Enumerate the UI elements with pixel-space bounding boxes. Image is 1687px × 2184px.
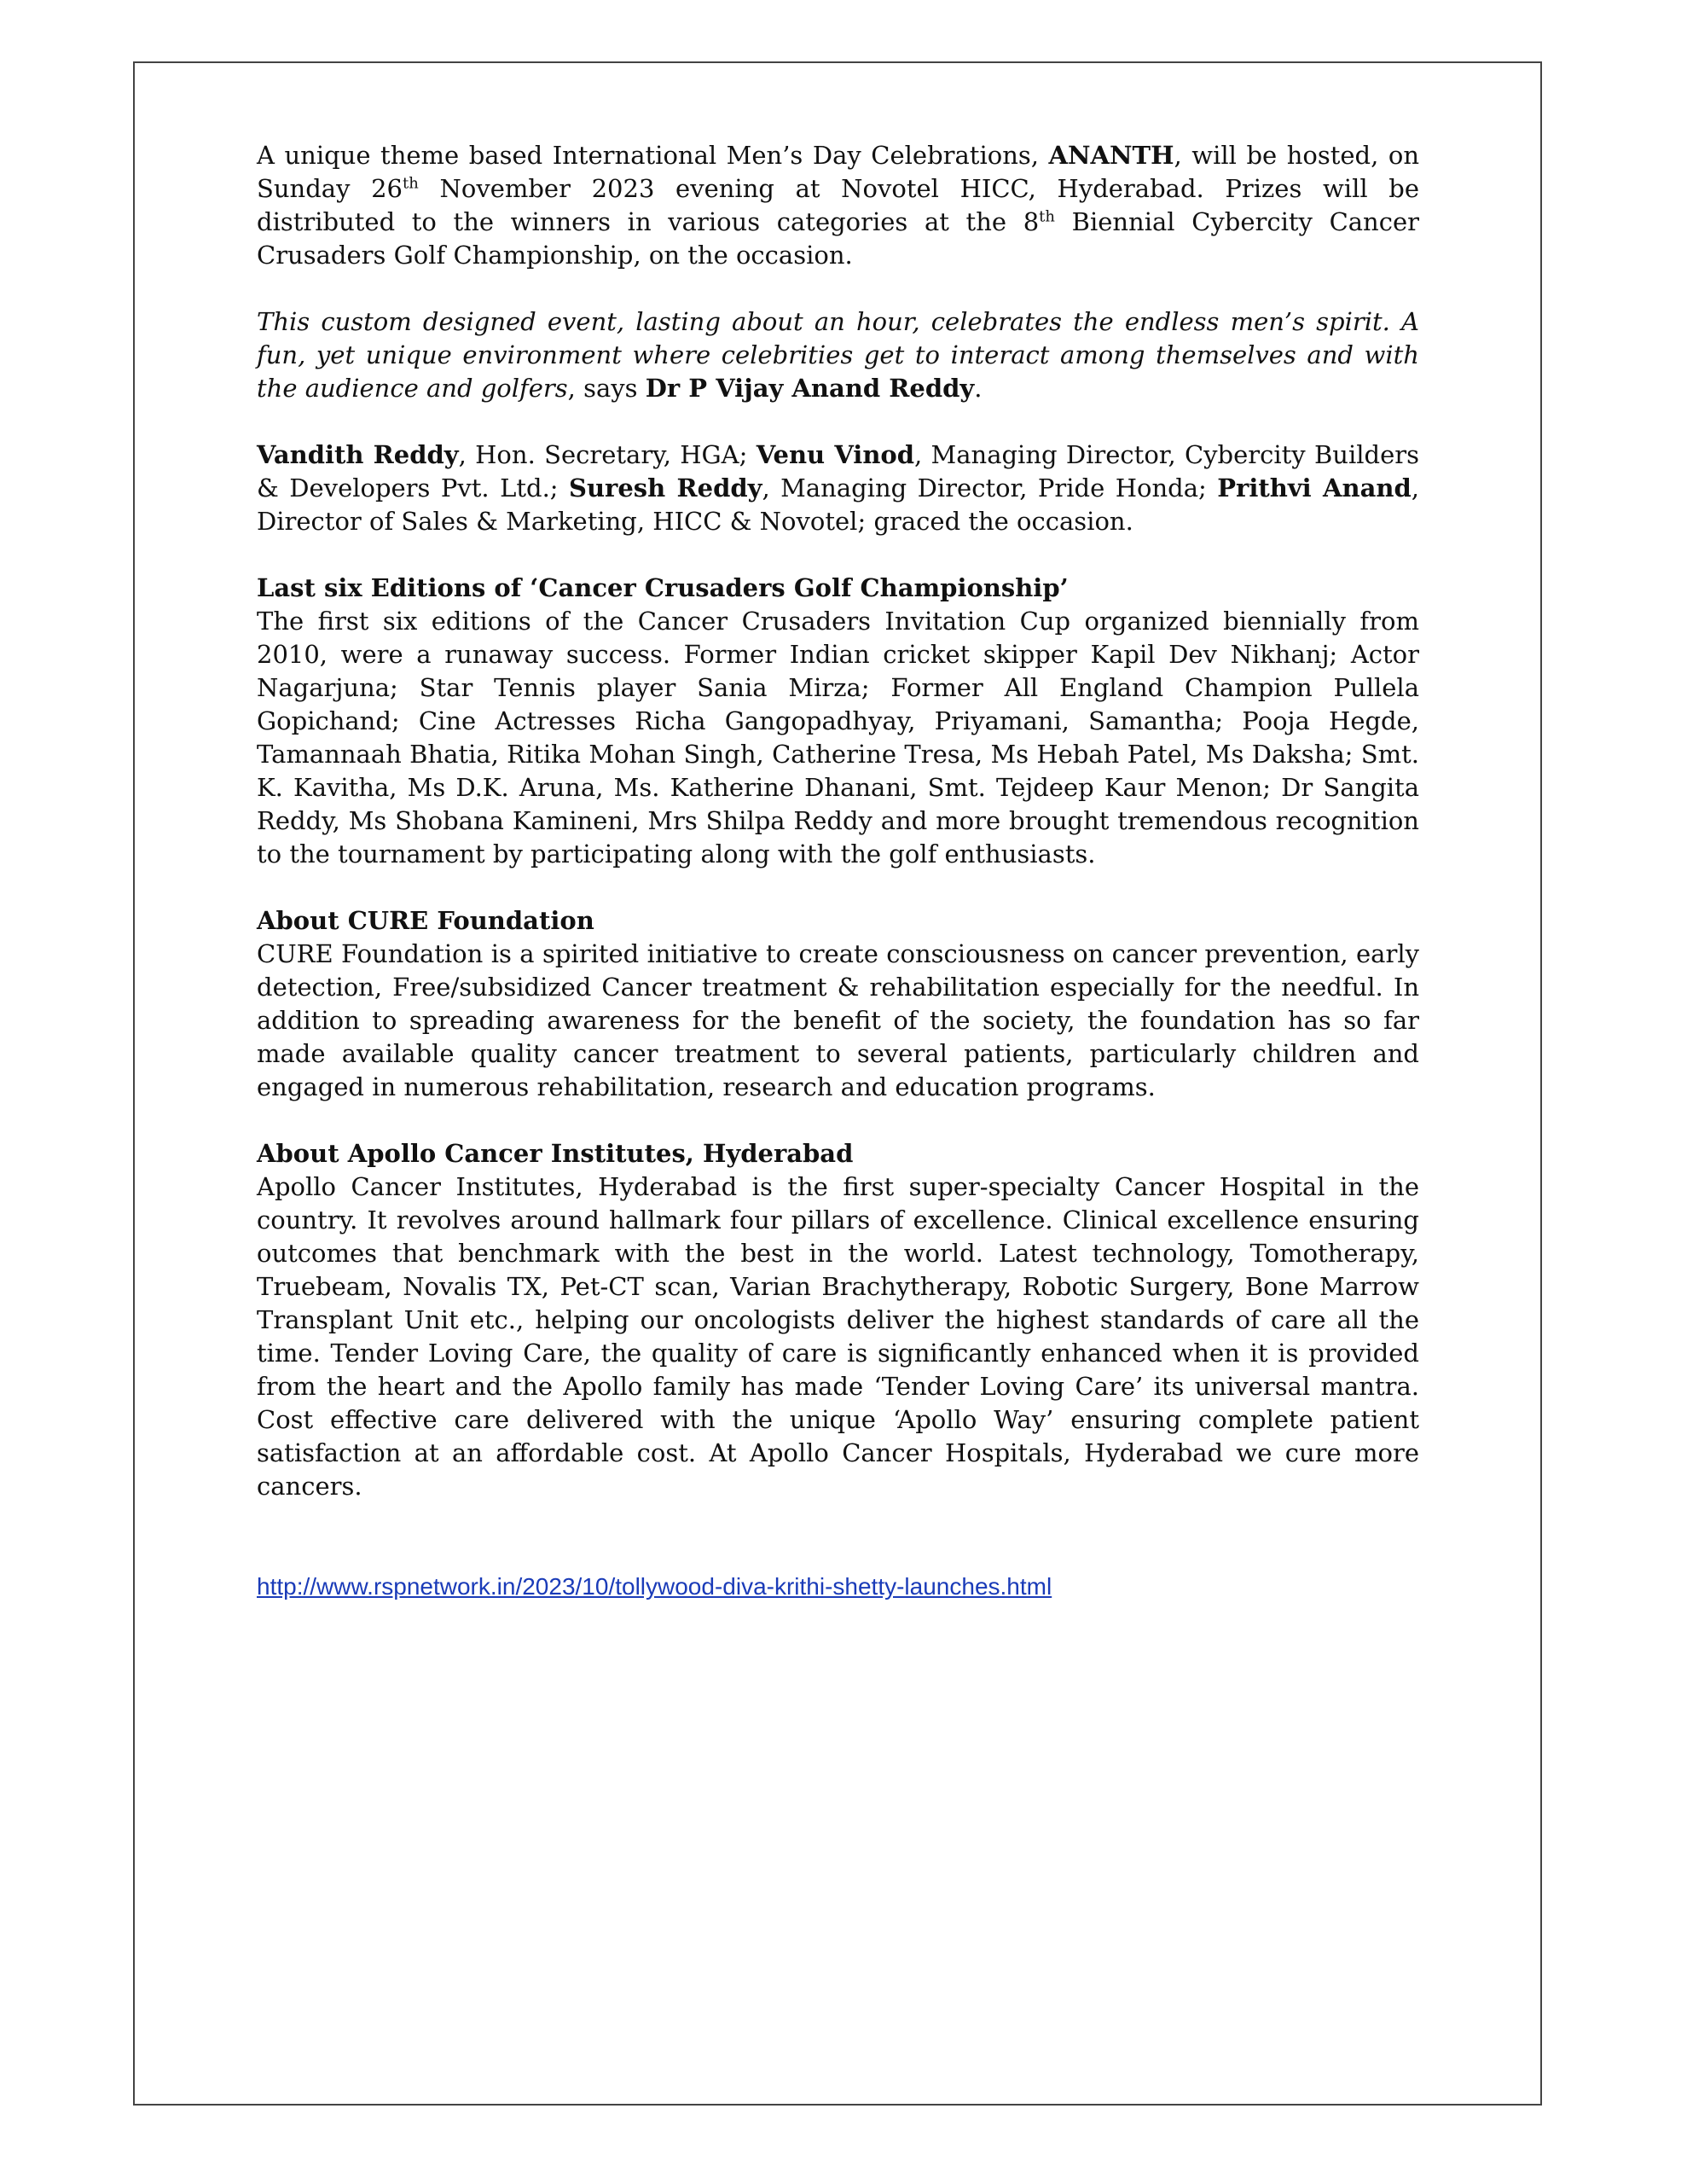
editions-body: The first six editions of the Cancer Crusaders Invitation Cup organized biennially from 2010, were a runaway success. Former Indian cricket skipper Kapil Dev Nikhanj; Actor Nagarjuna; Star Tennis player Sania Mirza; Former All England Champion Pullela Gopichand; Cine Actresses Richa Gangopadhyay, Priyamani, Samantha; Pooja Hegde, Tamannaah Bhatia, Ritika Mohan Singh, Catherine Tresa, Ms Hebah Patel, Ms Daksha; Smt. K. Kavitha, Ms D.K. Aruna, Ms. Katherine Dhanani, Smt. Tejdeep Kaur Menon; Dr Sangita Reddy, Ms Shobana Kamineni, Mrs Shilpa Reddy and more brought tremendous recognition to the tournament by participating along with the golf enthusiasts. bbox=[257, 607, 1419, 868]
intro-text-2: , will be hosted, on Sunday 26 bbox=[257, 141, 1420, 203]
quote-text: This custom designed event, lasting about an hour, celebrates the endless men’s spirit. A fun, yet unique environment where celebrities get to interact among themselves and with the audience and golfers bbox=[257, 307, 1419, 403]
guest-name: Venu Vinod bbox=[756, 440, 915, 469]
intro-paragraph bbox=[257, 139, 1419, 272]
guests-paragraph bbox=[257, 439, 1419, 538]
date-suffix: th bbox=[403, 174, 419, 193]
intro-text-1: A unique theme based International Men’s Day Celebrations, bbox=[257, 141, 1039, 170]
quote-says: , says bbox=[567, 374, 646, 403]
cure-heading: About CURE Foundation bbox=[257, 906, 594, 935]
editions-heading: Last six Editions of ‘Cancer Crusaders Golf Championship’ bbox=[257, 573, 1069, 602]
source-link-row bbox=[257, 1570, 1419, 1603]
guest-name: Vandith Reddy bbox=[257, 440, 459, 469]
guest-role: , Managing Director, Pride Honda; bbox=[762, 473, 1218, 502]
apollo-body: Apollo Cancer Institutes, Hyderabad is the first super-specialty Cancer Hospital in the country. It revolves around hallmark four pillars of excellence. Clinical excellence ensuring outcomes that benchmark with the best in the world. Latest technology, Tomotherapy, Truebeam, Novalis TX, Pet-CT scan, Varian Brachytherapy, Robotic Surgery, Bone Marrow Transplant Unit etc., helping our oncologists deliver the highest standards of care all the time. Tender Loving Care, the quality of care is significantly enhanced when it is provided from the heart and the Apollo family has made ‘Tender Loving Care’ its universal mantra. Cost effective care delivered with the unique ‘Apollo Way’ ensuring complete patient satisfaction at an affordable cost. At Apollo Cancer Hospitals, Hyderabad we cure more cancers. bbox=[257, 1172, 1419, 1501]
quote-speaker: Dr P Vijay Anand Reddy bbox=[645, 374, 975, 403]
quote-end: . bbox=[974, 374, 983, 403]
edition-suffix: th bbox=[1039, 207, 1055, 226]
cure-body: CURE Foundation is a spirited initiative to create consciousness on cancer prevention, early detection, Free/subsidized Cancer treatment & rehabilitation especially for the needful. In addition to spreading awareness for the benefit of the society, the foundation has so far made available quality cancer treatment to several patients, particularly children and engaged in numerous rehabilitation, research and education programs. bbox=[257, 939, 1419, 1101]
event-name: ANANTH bbox=[1048, 141, 1174, 170]
source-link[interactable]: http://www.rspnetwork.in/2023/10/tollywood-diva-krithi-shetty-launches.html bbox=[257, 1573, 1052, 1600]
document-body bbox=[257, 139, 1419, 1603]
apollo-heading: About Apollo Cancer Institutes, Hyderabad bbox=[257, 1139, 854, 1168]
guest-name: Prithvi Anand bbox=[1217, 473, 1412, 502]
guest-role: , Hon. Secretary, HGA; bbox=[458, 440, 757, 469]
intro-text-4: Biennial Cybercity Cancer Crusaders Golf Championship, on the occasion. bbox=[257, 207, 1420, 270]
intro-text-3: November 2023 evening at Novotel HICC, Hyderabad. Prizes will be distributed to the winners in various categories at the 8 bbox=[257, 174, 1419, 236]
quote-paragraph bbox=[257, 305, 1419, 405]
guest-name: Suresh Reddy bbox=[569, 473, 762, 502]
guest-role: , Director of Sales & Marketing, HICC & Novotel; graced the occasion. bbox=[257, 473, 1419, 536]
guest-role: , Managing Director, Cybercity Builders & Developers Pvt. Ltd.; bbox=[257, 440, 1419, 502]
